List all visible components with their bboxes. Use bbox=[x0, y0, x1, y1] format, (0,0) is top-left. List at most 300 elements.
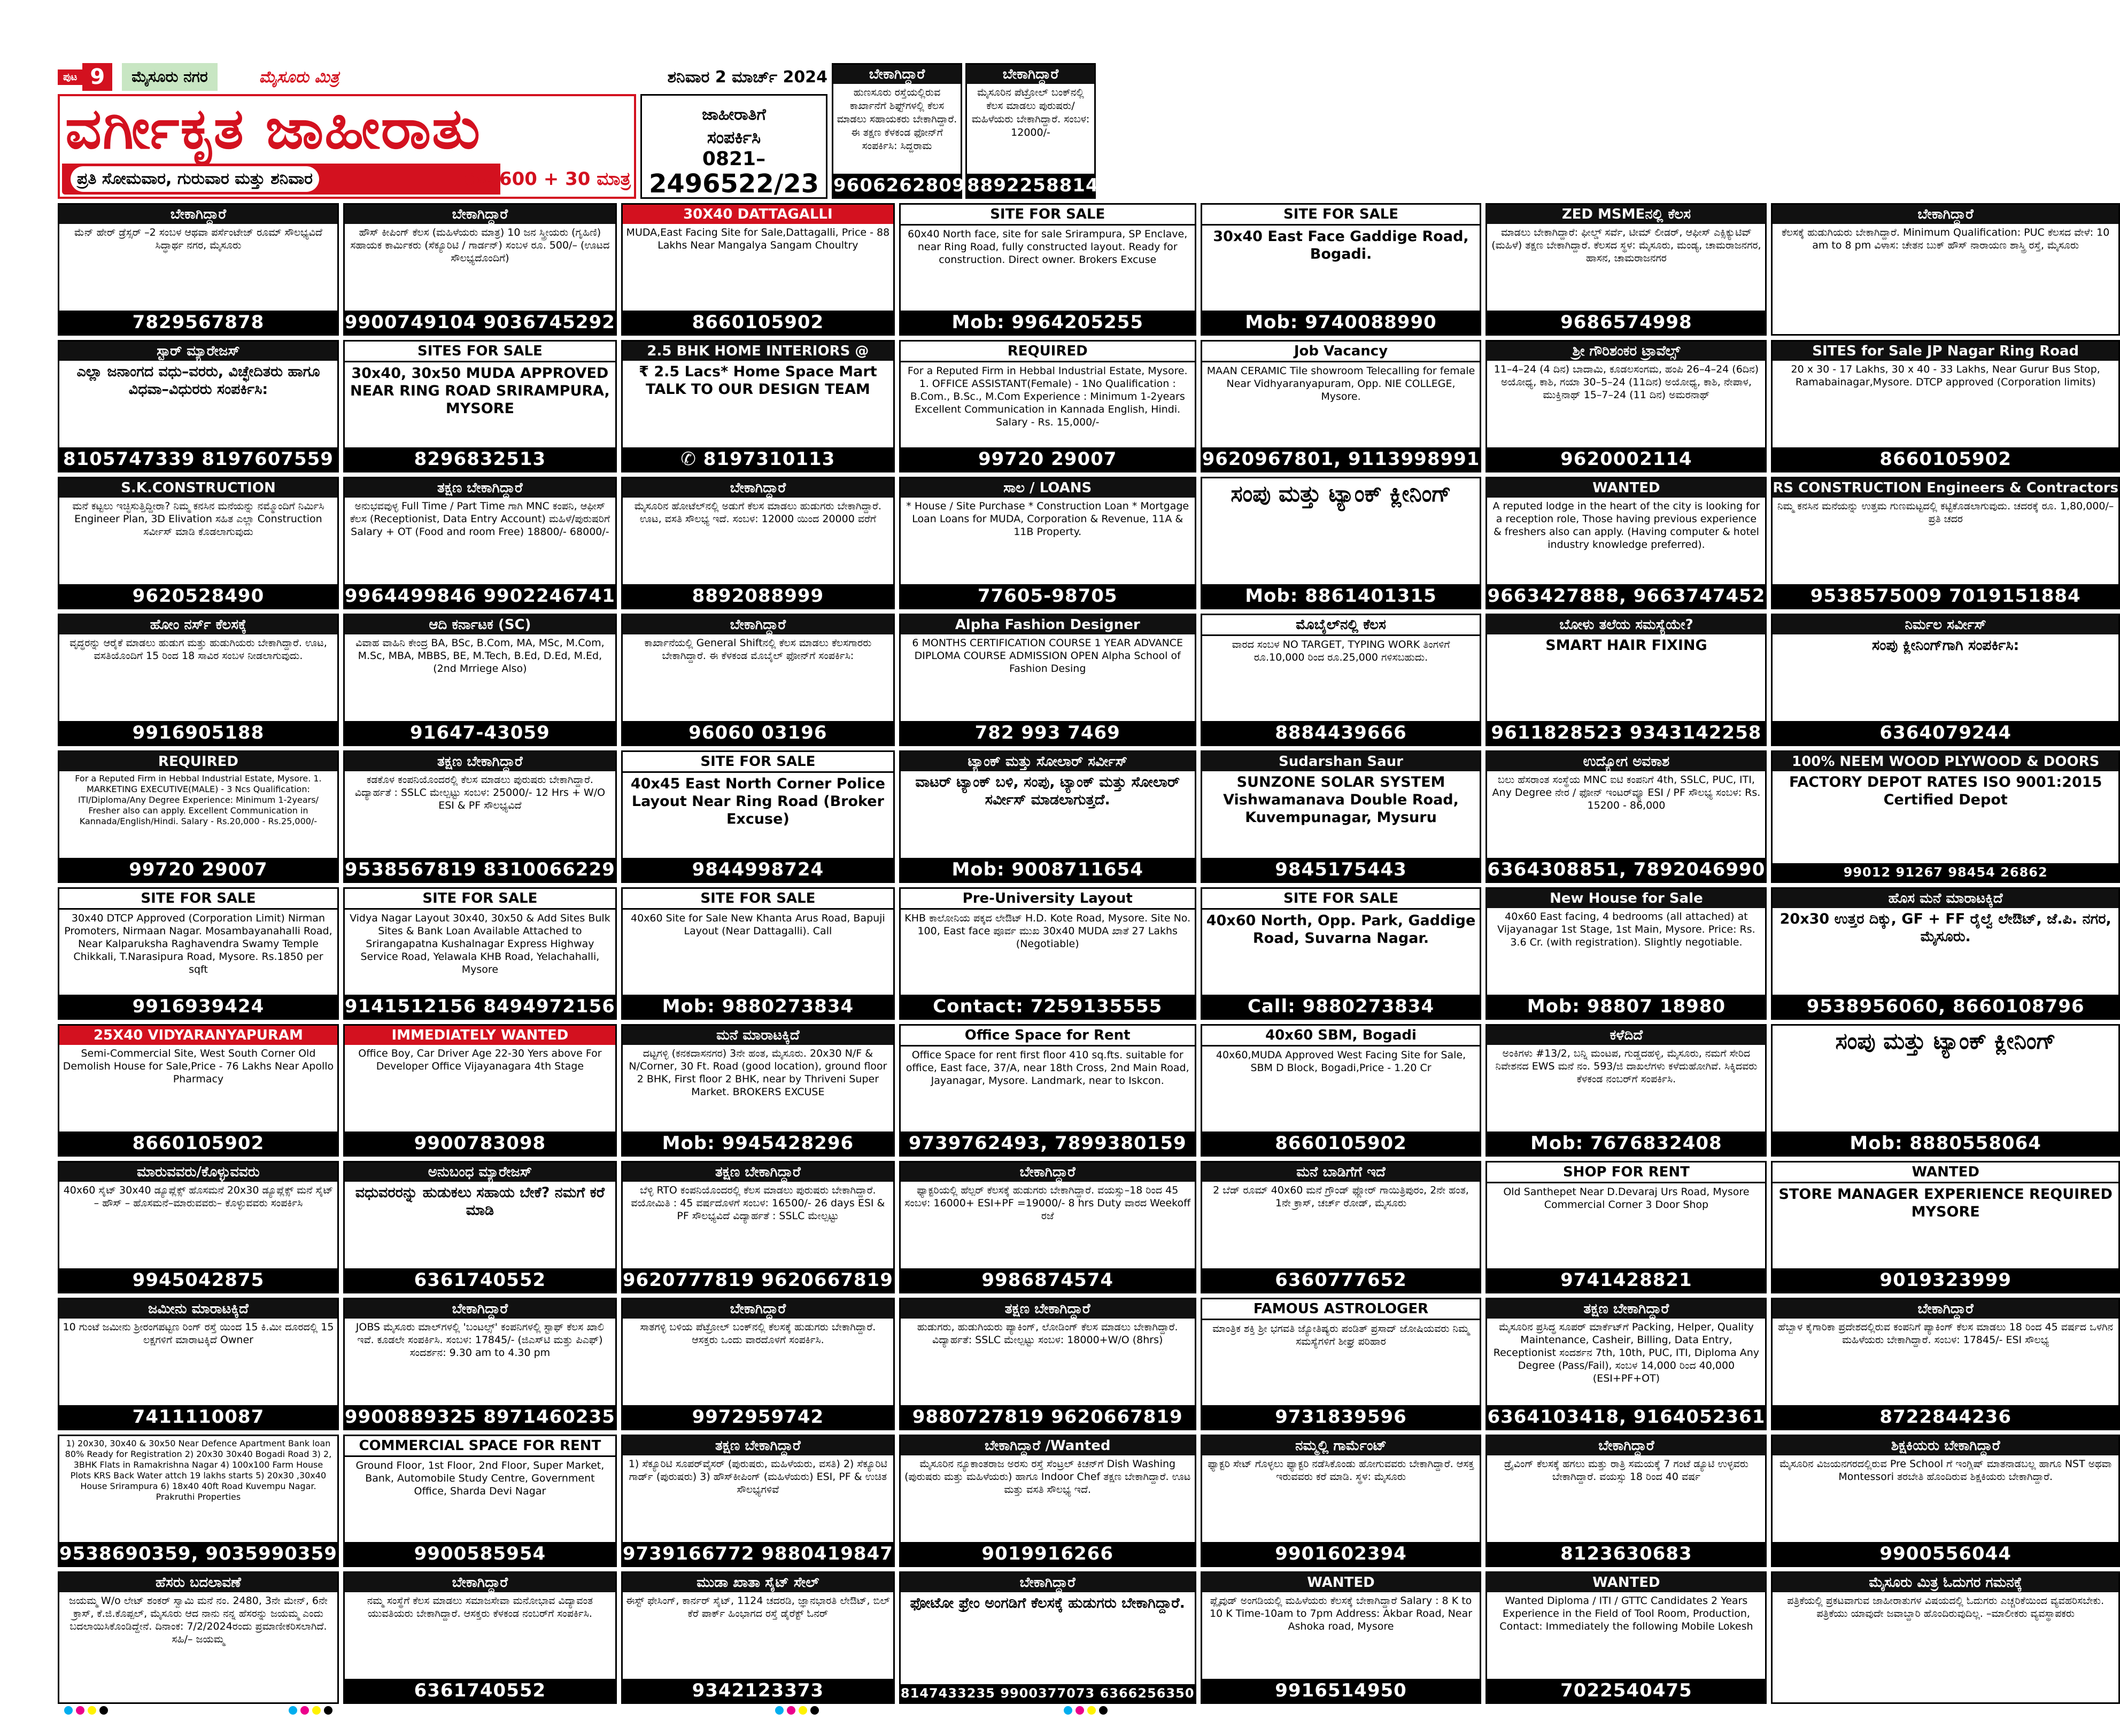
ad-phone: 9900749104 9036745292 bbox=[344, 312, 615, 333]
ad-heading: ಬೇಕಾಗಿದ್ದಾರೆ bbox=[1773, 1299, 2118, 1319]
print-registration-strip bbox=[64, 1704, 1088, 1717]
classified-ad bbox=[58, 750, 339, 883]
ad-phone: 8722844236 bbox=[1773, 1405, 2118, 1429]
ad-phone: 782 993 7469 bbox=[901, 721, 1195, 745]
classified-ad bbox=[343, 203, 617, 336]
classified-ad bbox=[621, 750, 895, 883]
classified-ad bbox=[1485, 887, 1767, 1020]
contact-phone: 2496522/23 bbox=[648, 169, 819, 199]
ad-phone: 6361740552 bbox=[345, 1679, 615, 1702]
ad-body: ಮೆನ್ ಹೇರ್ ಡ್ರೆಸ್ಸರ್ –2 ಸಂಬಳ ಆಥವಾ ಪರ್ಸೆಂಟೇಜ್ ರೂಮ್ ಸೌಲಭ್ಯವಿದೆ ಸಿದ್ಧಾರ್ಥ ನಗರ, ಮೈಸೂರು bbox=[74, 227, 322, 251]
ad-body: 30x40 East Face Gaddige Road, Bogadi. bbox=[1213, 228, 1469, 262]
ad-heading: Office Space for Rent bbox=[901, 1026, 1195, 1047]
ad-heading: ಸಾಲ / LOANS bbox=[901, 478, 1195, 498]
ad-body: ಎಲ್ಲಾ ಜನಾಂಗದ ವಧು–ವರರು, ವಿಚ್ಛೇದಿತರು ಹಾಗೂ ವಿಧವಾ–ವಿಧುರರು ಸಂಪರ್ಕಿಸಿ: bbox=[76, 363, 320, 398]
ad-phone: 96060 03196 bbox=[623, 721, 893, 745]
ad-phone: 9663427888, 9663747452 bbox=[1487, 585, 1766, 607]
classified-ad bbox=[1485, 1298, 1767, 1430]
ad-body: ಹೌಸ್ ಕೀಪಿಂಗ್ ಕೆಲಸ (ಮಹಿಳೆಯರು ಮಾತ್ರ) 10 ಜನ ಸ್ತ್ರೀಯರು (ಗೃಹಿಣಿ) ಸಹಾಯಕ ಕಾರ್ಮಿಕರು (ಸೆಕ್ಯೂರಿಟಿ / ಗಾರ್ಡನ್) ಸಂಬಳ ರೂ. 500/– (ಊಟದ ಸೌಲಭ್ಯದೊಂದಿಗೆ) bbox=[350, 227, 610, 264]
section-title-box bbox=[58, 94, 636, 199]
top-ad-2 bbox=[965, 63, 1099, 199]
classified-ad bbox=[899, 1571, 1196, 1704]
ad-phone: 9620528490 bbox=[59, 584, 337, 608]
contact-line-1: ಜಾಹೀರಾತಿಗೆ bbox=[702, 105, 766, 124]
classified-ad bbox=[58, 1571, 339, 1704]
ad-heading: ಸ್ಟಾರ್ ಮ್ಯಾರೇಜಸ್ bbox=[59, 342, 337, 361]
ad-heading: Job Vacancy bbox=[1202, 342, 1480, 362]
ad-phone: Mob: 98807 18980 bbox=[1487, 995, 1765, 1018]
ad-body: ಮೈಸೂರಿನ ಪೆಟ್ರೋಲ್ ಬಂಕ್‌ನಲ್ಲಿ ಕೆಲಸ ಮಾಡಲು ಪುರುಷರು/ಮಹಿಳೆಯರು ಬೇಕಾಗಿದ್ದಾರೆ. ಸಂಬಳ: 12000/- bbox=[971, 87, 1090, 138]
ad-phone: 9606262809 bbox=[833, 175, 965, 196]
classified-ad bbox=[1201, 1024, 1482, 1157]
ad-phone: 9986874574 bbox=[901, 1268, 1195, 1292]
classified-ad bbox=[899, 340, 1196, 472]
ad-phone: 9620777819 9620667819 bbox=[622, 1269, 893, 1291]
classified-ad bbox=[58, 340, 339, 472]
classified-ad bbox=[899, 1298, 1196, 1430]
classified-ad bbox=[899, 614, 1196, 746]
masthead: ಮೈಸೂರು ಮಿತ್ರ bbox=[259, 67, 339, 87]
ad-phone: 9686574998 bbox=[1487, 311, 1765, 334]
ad-heading: ತಕ್ಷಣ ಬೇಕಾಗಿದ್ದಾರೆ bbox=[901, 1299, 1195, 1319]
ad-body: ಸಂಪು ಕ್ಲೀನಿಂಗ್‌ಗಾಗಿ ಸಂಪರ್ಕಿಸಿ: bbox=[1872, 637, 2020, 654]
ad-heading: Pre-University Layout bbox=[901, 889, 1195, 910]
ad-heading: ಬೇಕಾಗಿದ್ದಾರೆ bbox=[623, 478, 893, 498]
ad-phone: 9900889325 8971460235 bbox=[344, 1406, 615, 1428]
classified-ad bbox=[1771, 1571, 2120, 1704]
ad-heading: ಬೇಕಾಗಿದ್ದಾರೆ bbox=[345, 1573, 615, 1592]
ad-heading: ಹೋಂ ನರ್ಸ್ ಕೆಲಸಕ್ಕೆ bbox=[59, 615, 337, 634]
ad-body: ಮೈಸೂರಿನ ಪ್ರಸಿದ್ಧ ಸೂಪರ್ ಮಾರ್ಕೆಟ್‌ಗೆ Packing, Helper, Quality Maintenance, Casheir, Billing, Data Entry, Receptionist ಸಂದರ್ಶನ 7th, 10th, PUC, ITI, Diploma Any Degree (Pass/Fail), ಸಂಬಳ 14,000 ರಿಂದ 40,000 (ESI+PF+OT) bbox=[1493, 1321, 1760, 1384]
classified-ad bbox=[621, 614, 895, 746]
classified-ad bbox=[621, 477, 895, 609]
classified-ad bbox=[343, 340, 617, 472]
ad-phone: 9739762493, 7899380159 bbox=[901, 1132, 1195, 1155]
registration-dot bbox=[64, 1706, 73, 1715]
ad-phone: 9900556044 bbox=[1773, 1542, 2118, 1565]
ad-phone: 8105747339 8197607559 bbox=[59, 447, 337, 471]
page-label: ಪುಟ bbox=[58, 69, 82, 85]
ad-heading: SITE FOR SALE bbox=[623, 752, 893, 773]
ad-body: ಜಯಮ್ಮ W/o ಲೇಟ್ ಶಂಕರ್ ಸ್ವಾಮಿ ಮನೆ ನಂ. 2480, 3ನೇ ಮೇನ್, 6ನೇ ಕ್ರಾಸ್, ಕೆ.ಜಿ.ಕೊಪ್ಪಲ್, ಮೈಸೂರು ಆದ ನಾನು ನನ್ನ ಹೆಸರನ್ನು ಜಯಮ್ಮ ಎಂದು ಬದಲಾಯಿಸಿಕೊಂಡಿದ್ದೇನೆ. ದಿನಾಂಕ: 7/2/2024ರಂದು ಪ್ರಮಾಣೀಕರಿಸಲಾಗಿದೆ. ಸಹಿ/– ಜಯಮ್ಮ bbox=[69, 1595, 328, 1645]
classified-ad bbox=[1201, 1161, 1482, 1293]
registration-dot bbox=[787, 1706, 795, 1715]
classified-ad bbox=[621, 887, 895, 1020]
ad-body: 30x40 DTCP Approved (Corporation Limit) Nirman Promoters, Nirmaan Nagar. Mosambayanahalli Road, Near Kalparuksha Raghavendra Swamy Temple Chikkali, T.Narasipura Road, Mysore. Rs.1850 per sqft bbox=[64, 912, 332, 975]
classified-ad bbox=[1201, 887, 1482, 1020]
ad-phone: 9538690359, 9035990359 bbox=[59, 1543, 337, 1564]
ad-body: MUDA,East Facing Site for Sale,Dattagalli, Price - 88 Lakhs Near Mangalya Sangam Choultry bbox=[626, 227, 890, 251]
classified-ad bbox=[899, 1435, 1196, 1567]
classified-ad bbox=[1201, 614, 1482, 746]
ad-heading: ಬೇಕಾಗಿದ್ದಾರೆ bbox=[967, 65, 1094, 84]
ad-heading: ನಮ್ಮಲ್ಲಿ ಗಾರ್ಮೆಂಟ್ bbox=[1202, 1436, 1480, 1455]
registration-dot bbox=[1099, 1706, 1108, 1715]
classified-ad bbox=[58, 1435, 339, 1567]
registration-dot bbox=[76, 1706, 84, 1715]
classified-ad bbox=[58, 477, 339, 609]
ad-heading: WANTED bbox=[1487, 1573, 1765, 1592]
ad-body: SMART HAIR FIXING bbox=[1545, 637, 1707, 654]
ad-heading: ಬೇಕಾಗಿದ್ದಾರೆ bbox=[901, 1573, 1195, 1592]
ad-heading: ಬೇಕಾಗಿದ್ದಾರೆ bbox=[59, 205, 337, 224]
ad-body: ಹುಣಸೂರು ರಸ್ತೆಯಲ್ಲಿರುವ ಕಾರ್ಖಾನೆಗೆ ಶಿಫ್ಟ್‌ಗಳಲ್ಲಿ ಕೆಲಸ ಮಾಡಲು ಸಹಾಯಕರು ಬೇಕಾಗಿದ್ದಾರೆ. ಈ ತಕ್ಷಣ ಕೆಳಕಂಡ ಫೋನ್‌ಗೆ ಸಂಪರ್ಕಿಸಿ: ಸಿದ್ದರಾಮ bbox=[837, 87, 957, 152]
ad-heading: ಮುಡಾ ಖಾತಾ ಸೈಟ್ ಸೇಲ್ bbox=[623, 1573, 893, 1592]
ad-heading: COMMERCIAL SPACE FOR RENT bbox=[345, 1436, 615, 1457]
ad-body: ಪತ್ರಿಕೆಯಲ್ಲಿ ಪ್ರಕಟವಾಗುವ ಜಾಹೀರಾತುಗಳ ವಿಷಯದಲ್ಲಿ ಓದುಗರು ಎಚ್ಚರಿಕೆಯಿಂದ ವ್ಯವಹರಿಸಬೇಕು. ಪತ್ರಿಕೆಯು ಯಾವುದೇ ಜವಾಬ್ದಾರಿ ಹೊಂದಿರುವುದಿಲ್ಲ. –ಮಾಲೀಕರು ವ್ಯವಸ್ಥಾಪಕರು bbox=[1787, 1595, 2104, 1619]
ad-body: For a Reputed Firm in Hebbal Industrial Estate, Mysore. 1. MARKETING EXECUTIVE(MALE) - 3 Ncs Qualification: ITI/Diploma/Any Degree Experience: Minimum 1-2years/ Fresher also can apply. Excellent Communication in Kannada/English/Hindi. Salary - Rs.20,000 - Rs.25,000/- bbox=[75, 773, 322, 826]
classified-ad bbox=[1201, 340, 1482, 472]
ad-body: 1) ಸೆಕ್ಯೂರಿಟಿ ಸೂಪರ್‌ವೈಸರ್ (ಪುರುಷರು, ಮಹಿಳೆಯರು, ವಸತಿ) 2) ಸೆಕ್ಯೂರಿಟಿ ಗಾರ್ಡ್ (ಪುರುಷರು) 3) ಹೌಸ್‌ಕೀಪಿಂಗ್ (ಮಹಿಳೆಯರು) ESI, PF & ಉಚಿತ ಸೌಲಭ್ಯಗಳಿವೆ bbox=[628, 1458, 887, 1495]
ad-heading: ಮನೆ ಮಾರಾಟಕ್ಕಿದೆ bbox=[623, 1026, 893, 1045]
classified-ad bbox=[58, 203, 339, 336]
ad-phone: 9620002114 bbox=[1487, 447, 1765, 471]
ad-body: ಮೈಸೂರಿನ ನ್ಯೂಕಾಂತರಾಜ ಅರಸು ರಸ್ತೆ ಸೆಂಟ್ರಲ್ ಕಿಚನ್‌ಗೆ Dish Washing (ಪುರುಷರು ಮತ್ತು ಮಹಿಳೆಯರು) ಹಾಗೂ Indoor Chef ತಕ್ಷಣ ಬೇಕಾಗಿದ್ದಾರೆ. ಊಟ ಮತ್ತು ವಸತಿ ಸೌಲಭ್ಯ ಇದೆ. bbox=[904, 1458, 1191, 1495]
classified-ad bbox=[343, 1298, 617, 1430]
ad-phone: 9342123373 bbox=[623, 1679, 893, 1702]
ad-phone: Mob: 7676832408 bbox=[1487, 1132, 1765, 1155]
ad-body: 20 x 30 - 17 Lakhs, 30 x 40 - 33 Lakhs, Near Gurur Bus Stop, Ramabainagar,Mysore. DTCP approved (Corporation limits) bbox=[1791, 363, 2100, 388]
ad-body: ಅನುಭವವುಳ್ಳ Full Time / Part Time ಗಾಗಿ MNC ಕಂಪನಿ, ಆಫೀಸ್ ಕೆಲಸ (Receptionist, Data Entry Account) ಮಹಿಳೆ/ಪುರುಷರಿಗೆ Salary + OT (Food and room Free) 18800/- 68000/- bbox=[350, 500, 610, 538]
registration-dot bbox=[1076, 1706, 1084, 1715]
ad-body: Wanted Diploma / ITI / GTTC Candidates 2 Years Experience in the Field of Tool Room, Production, Contact: Immediately the following Mobile Lokesh bbox=[1499, 1595, 1753, 1632]
registration-dot bbox=[799, 1706, 807, 1715]
ad-phone: 9620967801, 9113998991 bbox=[1202, 448, 1480, 470]
ad-heading: ತಕ್ಷಣ ಬೇಕಾಗಿದ್ದಾರೆ bbox=[623, 1162, 893, 1182]
ad-phone: Mob: 8880558064 bbox=[1773, 1132, 2118, 1155]
ad-heading: ಬೇಕಾಗಿದ್ದಾರೆ bbox=[623, 615, 893, 634]
ad-phone: 6361740552 bbox=[345, 1268, 615, 1292]
ad-body: 20x30 ಉತ್ತರ ದಿಕ್ಕು, GF + FF ರೈಲ್ವೆ ಲೇಔಟ್, ಜೆ.ಪಿ. ನಗರ, ಮೈಸೂರು. bbox=[1779, 911, 2111, 945]
ad-heading: ಬೇಕಾಗಿದ್ದಾರೆ bbox=[345, 205, 615, 224]
ad-phone: 9900783098 bbox=[345, 1132, 615, 1155]
ad-phone: 9019323999 bbox=[1773, 1268, 2118, 1292]
ad-body: ಫೋಟೋ ಫ್ರೇಂ ಅಂಗಡಿಗೆ ಕೆಲಸಕ್ಕೆ ಹುಡುಗರು ಬೇಕಾಗಿದ್ದಾರೆ. bbox=[910, 1595, 1185, 1611]
ad-heading: SHOP FOR RENT bbox=[1487, 1162, 1765, 1183]
ad-phone: 9880727819 9620667819 bbox=[901, 1405, 1195, 1429]
ad-heading: 100% NEEM WOOD PLYWOOD & DOORS bbox=[1773, 752, 2118, 771]
classified-ad bbox=[1485, 203, 1767, 336]
ad-body: ಕಡಕೊಳ ಕಂಪನಿಯೊಂದರಲ್ಲಿ ಕೆಲಸ ಮಾಡಲು ಪುರುಷರು ಬೇಕಾಗಿದ್ದಾರೆ. ವಿದ್ಯಾರ್ಹತೆ : SSLC ಮೇಲ್ಪಟ್ಟು ಸಂಬಳ: 25000/- 12 Hrs + W/O ESI & PF ಸೌಲಭ್ಯವಿದೆ bbox=[354, 774, 606, 811]
registration-dot bbox=[312, 1706, 321, 1715]
ad-heading: ತಕ್ಷಣ ಬೇಕಾಗಿದ್ದಾರೆ bbox=[345, 752, 615, 771]
ad-phone: 99720 29007 bbox=[59, 858, 337, 881]
registration-dot bbox=[99, 1706, 108, 1715]
registration-dot bbox=[289, 1706, 297, 1715]
ad-contact-box bbox=[640, 94, 827, 199]
ad-phone: 6360777652 bbox=[1202, 1268, 1480, 1292]
ad-heading: SITES for Sale JP Nagar Ring Road bbox=[1773, 342, 2118, 361]
ad-phone: 9141512156 8494972156 bbox=[344, 996, 615, 1017]
ad-body: Vidya Nagar Layout 30x40, 30x50 & Add Sites Bulk Sites & Bank Loan Available Attached to Srirangapatna Kushalnagar Express Highway Service Road, Yelawala KHB Road, Yelachahalli, Mysore bbox=[350, 912, 610, 975]
ad-phone: 9611828523 9343142258 bbox=[1487, 721, 1765, 745]
ad-heading: ZED MSMEನಲ್ಲಿ ಕೆಲಸ bbox=[1487, 205, 1765, 224]
page-header-bar bbox=[58, 63, 827, 91]
ad-body: ಹೆಬ್ಬಾಳ ಕೈಗಾರಿಕಾ ಪ್ರದೇಶದಲ್ಲಿರುವ ಕಂಪನಿಗೆ ಪ್ಯಾಕಿಂಗ್ ಕೆಲಸ ಮಾಡಲು 18 ರಿಂದ 45 ವರ್ಷದ ಒಳಗಿನ ಮಹಿಳೆಯರು ಬೇಕಾಗಿದ್ದಾರೆ. ಸಂಬಳ: 17845/- ESI ಸೌಲಭ್ಯ bbox=[1778, 1321, 2114, 1346]
ad-body: ಡ್ರೈವಿಂಗ್ ಕೆಲಸಕ್ಕೆ ಹಗಲು ಮತ್ತು ರಾತ್ರಿ ಸಮಯಕ್ಕೆ 7 ಗಂಟೆ ಡ್ಯೂಟಿ ಉಳ್ಳವರು ಬೇಕಾಗಿದ್ದಾರೆ. ವಯಸ್ಸು 18 ರಿಂದ 40 ವರ್ಷ bbox=[1504, 1458, 1748, 1483]
ad-body: * House / Site Purchase * Construction Loan * Mortgage Loan Loans for MUDA, Corporation & Revenue, 11A & 11B Property. bbox=[906, 500, 1189, 538]
classified-ad bbox=[1771, 750, 2120, 883]
ad-body: ವೃದ್ಧರನ್ನು ಆರೈಕೆ ಮಾಡಲು ಹುಡುಗ ಮತ್ತು ಹುಡುಗಿಯರು ಬೇಕಾಗಿದ್ದಾರೆ. ಊಟ, ವಸತಿಯೊಂದಿಗೆ 15 ರಿಂದ 18 ಸಾವಿರ ಸಂಬಳ ನೀಡಲಾಗುವುದು. bbox=[69, 637, 327, 662]
ad-heading: SITE FOR SALE bbox=[901, 205, 1195, 226]
ad-body: ಅಂಕಿಗಳು #13/2, ಬನ್ನಿ ಮಂಟಪ, ಗುಡ್ಡದಹಳ್ಳಿ, ಮೈಸೂರು, ನಮಗೆ ಸೇರಿದ ನಿವೇಶನದ EWS ಮನೆ ನಂ. 593/ಜಿ ದಾಖಲೆಗಳು ಕಳೆದುಹೋಗಿವೆ. ಸಿಕ್ಕಿದವರು ಕೆಳಕಂಡ ನಂಬರ್‌ಗೆ ಸಂಪರ್ಕಿಸಿ. bbox=[1495, 1048, 1758, 1085]
ad-phone: 99720 29007 bbox=[901, 447, 1195, 471]
ad-body: For a Reputed Firm in Hebbal Industrial Estate, Mysore. 1. OFFICE ASSISTANT(Female) - 1No Qualification : B.Com., B.Sc., M.Com Experience : Minimum 1-2years Excellent Communication in Kannada English, Hindi. Salary - Rs. 15,000/- bbox=[907, 365, 1188, 428]
ad-heading: RS CONSTRUCTION Engineers & Contractors bbox=[1773, 478, 2118, 498]
classified-ad bbox=[621, 1571, 895, 1704]
classified-ad bbox=[58, 1024, 339, 1157]
ad-heading: ನಿರ್ಮಲ ಸರ್ವೀಸ್ bbox=[1773, 615, 2118, 634]
page-number: 9 bbox=[82, 63, 112, 91]
ad-heading: SITE FOR SALE bbox=[1202, 889, 1480, 910]
registration-dot bbox=[810, 1706, 819, 1715]
classified-ad bbox=[1771, 1435, 2120, 1567]
classified-ad bbox=[343, 750, 617, 883]
ad-heading: ಅನುಬಂಧ ಮ್ಯಾರೇಜಸ್ bbox=[345, 1162, 615, 1182]
ad-body: ಹುಡುಗರು, ಹುಡುಗಿಯರು ಪ್ಯಾಕಿಂಗ್, ಲೋಡಿಂಗ್ ಕೆಲಸ ಮಾಡಲು ಬೇಕಾಗಿದ್ದಾರೆ. ವಿದ್ಯಾರ್ಹತೆ: SSLC ಮೇಲ್ಪಟ್ಟು ಸಂಬಳ: 18000+W/O (8hrs) bbox=[917, 1321, 1178, 1346]
ad-heading: ಬೇಕಾಗಿದ್ದಾರೆ bbox=[345, 1299, 615, 1319]
ad-phone: 6364103418, 9164052361 bbox=[1487, 1406, 1766, 1428]
ad-body: ಬೆಳ್ಳಿ RTO ಕಂಪನಿಯೊಂದರಲ್ಲಿ ಕೆಲಸ ಮಾಡಲು ಪುರುಷರು ಬೇಕಾಗಿದ್ದಾರೆ. ವಯೋಮಿತಿ : 45 ವರ್ಷದೊಳಗೆ ಸಂಬಳ: 16500/- 26 days ESI & PF ಸೌಲಭ್ಯವಿದೆ ವಿದ್ಯಾರ್ಹತೆ : SSLC ಮೇಲ್ಪಟ್ಟು bbox=[631, 1184, 885, 1222]
ad-body: ನಮ್ಮ ಸಂಸ್ಥೆಗೆ ಕೆಲಸ ಮಾಡಲು ಸಮಾಜಸೇವಾ ಮನೋಭಾವ ವಿದ್ಯಾವಂತ ಯುವತಿಯರು ಬೇಕಾಗಿದ್ದಾರೆ. ಆಸಕ್ತರು ಕೆಳಕಂಡ ನಂಬರ್‌ಗೆ ಸಂಪರ್ಕಿಸಿ. bbox=[367, 1595, 593, 1619]
ad-phone: 8660105902 bbox=[1202, 1132, 1480, 1155]
classified-ad bbox=[1771, 340, 2120, 472]
ad-heading: WANTED bbox=[1773, 1162, 2118, 1183]
ad-phone: 8296832513 bbox=[345, 447, 615, 471]
classified-ad bbox=[1485, 477, 1767, 609]
ad-body: A reputed lodge in the heart of the city is looking for a reception role, Those having previous experience & freshers also can apply. (Having computer & hotel industry knowledge preferred). bbox=[1492, 500, 1760, 551]
ad-body: ಮೈಸೂರಿನ ಹೋಟೆಲ್‌ನಲ್ಲಿ ಅಡುಗೆ ಕೆಲಸ ಮಾಡಲು ಹುಡುಗರು ಬೇಕಾಗಿದ್ದಾರೆ. ಊಟ, ವಸತಿ ಸೌಲಭ್ಯ ಇದೆ. ಸಂಬಳ: 12000 ಯಿಂದ 20000 ವರೆಗೆ bbox=[634, 500, 881, 525]
classified-ad bbox=[1201, 1298, 1482, 1430]
ad-heading: S.K.CONSTRUCTION bbox=[59, 478, 337, 498]
ad-heading: 30X40 DATTAGALLI bbox=[623, 205, 893, 224]
ad-body: KHB ಕಾಲೋನಿಯ ಪಕ್ಕದ ಲೇಔಟ್ H.D. Kote Road, Mysore. Site No. 100, East face ಪೂರ್ವ ಮುಖ 30x40 MUDA ಖಾತೆ 27 Lakhs (Negotiable) bbox=[904, 912, 1191, 950]
ad-body: ಸಾತಗಳ್ಳಿ ಬಳಿಯ ಪೆಟ್ರೋಲ್ ಬಂಕ್‌ನಲ್ಲಿ ಕೆಲಸಕ್ಕೆ ಹುಡುಗರು ಬೇಕಾಗಿದ್ದಾರೆ. ಆಸಕ್ತರು ಒಂದು ವಾರದೊಳಗೆ ಸಂಪರ್ಕಿಸಿ. bbox=[640, 1321, 876, 1346]
ad-body: MAAN CERAMIC Tile showroom Telecalling for female Near Vidhyaranyapuram, Opp. NIE COLLEGE, Mysore. bbox=[1206, 365, 1475, 402]
ad-body: ದಟ್ಟಗಳ್ಳಿ (ಕನಕದಾಸನಗರ) 3ನೇ ಹಂತ, ಮೈಸೂರು. 20x30 N/F & N/Corner, 30 Ft. Road (good location), ground floor 2 BHK, First floor 2 BHK, near by Thriveni Super Market. BROKERS EXCUSE bbox=[629, 1048, 887, 1098]
classified-ad bbox=[899, 1024, 1196, 1157]
ad-heading: ಶಿಕ್ಷಕಿಯರು ಬೇಕಾಗಿದ್ದಾರೆ bbox=[1773, 1436, 2118, 1455]
ad-phone: ✆ 8197310113 bbox=[623, 447, 893, 471]
registration-dot bbox=[775, 1706, 784, 1715]
ad-heading: ತಕ್ಷಣ ಬೇಕಾಗಿದ್ದಾರೆ bbox=[1487, 1299, 1765, 1319]
ad-phone: Contact: 7259135555 bbox=[901, 995, 1195, 1018]
ad-phone: 8892258814 bbox=[967, 175, 1099, 196]
classified-ad bbox=[621, 1435, 895, 1567]
ad-heading: ಬೇಕಾಗಿದ್ದಾರೆ /Wanted bbox=[901, 1436, 1195, 1455]
ad-heading: ಬೋಳು ತಲೆಯ ಸಮಸ್ಯೆಯೇ? bbox=[1487, 615, 1765, 634]
classified-ad bbox=[58, 1161, 339, 1293]
ad-heading: 25X40 VIDYARANYAPURAM bbox=[59, 1026, 337, 1045]
classified-ad bbox=[1201, 1435, 1482, 1567]
registration-dot bbox=[88, 1706, 96, 1715]
ad-phone: 9845175443 bbox=[1202, 858, 1480, 881]
classified-ad bbox=[1771, 1024, 2120, 1157]
classified-ad bbox=[343, 1024, 617, 1157]
ad-phone: 8660105902 bbox=[59, 1132, 337, 1155]
classified-ad bbox=[343, 1571, 617, 1704]
ad-phone: Mob: 8861401315 bbox=[1202, 584, 1480, 608]
classified-ad bbox=[621, 1024, 895, 1157]
ad-heading: ಬೇಕಾಗಿದ್ದಾರೆ bbox=[623, 1299, 893, 1319]
ad-heading: SITE FOR SALE bbox=[1202, 205, 1480, 226]
ad-body: ಮನೆ ಕಟ್ಟಲು ಇಚ್ಛಿಸುತ್ತಿದ್ದೀರಾ? ನಿಮ್ಮ ಕನಸಿನ ಮನೆಯನ್ನು ನಮ್ಮೊಂದಿಗೆ ನಿರ್ಮಿಸಿ Engineer Plan, 3D Elivation ಸಹಿತ ಎಲ್ಲಾ Construction ಸರ್ವೀಸ್ ಮಾಡಿ ಕೊಡಲಾಗುವುದು bbox=[72, 500, 324, 538]
classified-ad bbox=[1485, 1024, 1767, 1157]
ad-heading: WANTED bbox=[1487, 478, 1765, 498]
classified-ad bbox=[1771, 477, 2120, 609]
ad-phone: Call: 9880273834 bbox=[1202, 995, 1480, 1018]
ad-phone: 6364079244 bbox=[1773, 721, 2118, 745]
ad-phone: 9844998724 bbox=[623, 858, 893, 881]
ad-phone: 7022540475 bbox=[1487, 1679, 1765, 1702]
ad-body: ಈಸ್ಟ್ ಫೇಸಿಂಗ್, ಕಾರ್ನರ್ ಸೈಟ್, 1124 ಚದರಡಿ, ಜ್ಞಾನಭಾರತಿ ಲೇಔಟ್, ಬಿಲ್ ಕೆರೆ ಪಾರ್ಕ್ ಹಿಂಭಾಗದ ರಸ್ತೆ ಡೈರೆಕ್ಟ್ ಓನರ್ bbox=[625, 1595, 890, 1619]
classified-ad bbox=[621, 203, 895, 336]
ad-body: 30x40, 30x50 MUDA APPROVED NEAR RING ROAD SRIRAMPURA, MYSORE bbox=[350, 365, 610, 417]
ad-body: ಸಂಪು ಮತ್ತು ಟ್ಯಾಂಕ್ ಕ್ಲೀನಿಂಗ್ bbox=[1835, 1028, 2056, 1054]
ad-phone: 77605-98705 bbox=[901, 584, 1195, 608]
ad-heading: New House for Sale bbox=[1487, 889, 1765, 908]
ad-phone: 8147433235 9900377073 6366256350 bbox=[901, 1684, 1195, 1702]
ad-heading: REQUIRED bbox=[59, 752, 337, 771]
ad-phone: 99012 91267 98454 26862 bbox=[1773, 863, 2118, 881]
ad-phone: 9916514950 bbox=[1202, 1679, 1480, 1702]
ad-body: JOBS ಮೈಸೂರು ಮಾಲ್‌ಗಳಲ್ಲಿ 'ಬಂಟಲ್ಸ್' ಕಂಪನಿಗಳಲ್ಲಿ ಸ್ಟಾಫ್ ಕೆಲಸ ಖಾಲಿ ಇವೆ. ಕೂಡಲೇ ಸಂಪರ್ಕಿಸಿ. ಸಂಬಳ: 17845/- (ಜಿಎಸ್‌ಟಿ ಮತ್ತು ಪಿಎಫ್) ಸಂದರ್ಶನ: 9.30 am to 4.30 pm bbox=[355, 1321, 605, 1359]
ad-body: ವಾಟರ್ ಟ್ಯಾಂಕ್ ಬಳಿ, ಸಂಪು, ಟ್ಯಾಂಕ್ ಮತ್ತು ಸೋಲಾರ್ ಸರ್ವೀಸ್ ಮಾಡಲಾಗುತ್ತದೆ. bbox=[915, 774, 1180, 808]
ad-body: 11–4–24 (4 ದಿನ) ಬಾದಾಮಿ, ಕೂಡಲಸಂಗಮ, ಹಂಪಿ 26–4–24 (6ದಿನ) ಅಯೋಧ್ಯ, ಕಾಶಿ, ಗಯಾ 30–5–24 (11ದಿನ) ಅಯೋಧ್ಯ, ಕಾಶಿ, ನೇಪಾಳ, ಮುಕ್ತಿನಾಥ್ 15–7–24 (11 ದಿನ) ಅಮರನಾಥ್ bbox=[1494, 363, 1759, 401]
ad-phone: 9901602394 bbox=[1202, 1542, 1480, 1565]
ad-phone: Mob: 9964205255 bbox=[901, 311, 1195, 334]
ad-heading: Sudarshan Saur bbox=[1202, 752, 1480, 771]
ad-phone: 9964499846 9902246741 bbox=[344, 585, 615, 607]
classified-ad bbox=[343, 1435, 617, 1567]
publishing-days: ಪ್ರತಿ ಸೋಮವಾರ, ಗುರುವಾರ ಮತ್ತು ಶನಿವಾರ bbox=[62, 164, 500, 195]
ad-body: ಮಾಡಲು ಬೇಕಾಗಿದ್ದಾರೆ: ಫೀಲ್ಡ್ ಸರ್ವೆ, ಟೀಮ್ ಲೀಡರ್, ಆಫೀಸ್ ಎಕ್ಸಿಕ್ಯುಟಿವ್ (ಮಹಿಳೆ) ತಕ್ಷಣ ಬೇಕಾಗಿದ್ದಾರೆ. ಕೆಲಸದ ಸ್ಥಳ: ಮೈಸೂರು, ಮಂಡ್ಯ, ಚಾಮರಾಜನಗರ, ಹಾಸನ, ಚಾಮರಾಜನಗರ bbox=[1491, 227, 1761, 264]
ad-heading: ಉದ್ಯೋಗ ಅವಕಾಶ bbox=[1487, 752, 1765, 771]
ad-phone: 8892088999 bbox=[623, 584, 893, 608]
ad-body: ಫ್ಯಾಕ್ಟರಿ ಸೇಟ್ ಗೊಳ್ಳಲು ಫ್ಯಾಕ್ಟರಿ ನಡೆಸಿಕೊಂಡು ಹೋಗುವವರು ಬೇಕಾಗಿದ್ದಾರೆ. ಆಸಕ್ತ ಇರುವವರು ಕರೆ ಮಾಡಿ. ಸ್ಥಳ: ಮೈಸೂರು bbox=[1208, 1458, 1474, 1483]
classifieds-page bbox=[58, 63, 2119, 1701]
classified-ad bbox=[58, 614, 339, 746]
ad-body: ವಿವಾಹ ವಾಹಿನಿ ಕೇಂದ್ರ BA, BSc, B.Com, MA, MSc, M.Com, M.Sc, MBA, MBBS, BE, M.Tech, B.Ed, D.Ed, M.Ed, (2nd Mrriege Also) bbox=[355, 637, 605, 675]
ad-body: 2 ಬೆಡ್ ರೂಮ್ 40x60 ಮನೆ ಗ್ರೌಂಡ್ ಫ್ಲೋರ್ ಗಾಯಿತ್ರಿಪುರಂ, 2ನೇ ಹಂತ, 1ನೇ ಕ್ರಾಸ್, ಚರ್ಚ್ ರೋಡ್, ಮೈಸೂರು bbox=[1213, 1184, 1469, 1209]
ad-heading: WANTED bbox=[1202, 1573, 1480, 1592]
ad-body: SUNZONE SOLAR SYSTEM Vishwamanava Double Road, Kuvempunagar, Mysuru bbox=[1223, 774, 1459, 826]
classified-ad bbox=[1771, 1161, 2120, 1293]
ad-phone: 9731839596 bbox=[1202, 1405, 1480, 1429]
ad-phone: 9972959742 bbox=[623, 1405, 893, 1429]
classified-ad bbox=[621, 1298, 895, 1430]
registration-dot bbox=[300, 1706, 309, 1715]
ad-body: 40x60 East facing, 4 bedrooms (all attached) at Vijayanagar 1st Stage, 1st Main, Mysore. Price: Rs. 3.6 Cr. (with registration). Slightly negotiable. bbox=[1497, 911, 1755, 948]
ad-phone: Mob: 9945428296 bbox=[623, 1132, 893, 1155]
registration-dot bbox=[1064, 1706, 1072, 1715]
classified-ad bbox=[1485, 340, 1767, 472]
classified-ad bbox=[621, 340, 895, 472]
classified-ad bbox=[899, 203, 1196, 336]
ad-body: 6 MONTHS CERTIFICATION COURSE 1 YEAR ADVANCE DIPLOMA COURSE ADMISSION OPEN Alpha School of Fashion Desing bbox=[912, 637, 1183, 675]
ad-phone: 9739166772 9880419847 bbox=[622, 1543, 893, 1564]
ad-phone: 9538956060, 8660108796 bbox=[1773, 995, 2118, 1018]
ad-heading: FAMOUS ASTROLOGER bbox=[1202, 1299, 1480, 1320]
ad-body: 10 ಗುಂಟೆ ಜಮೀನು ಶ್ರೀರಂಗಪಟ್ಟಣ ರಿಂಗ್ ರಸ್ತೆ ಯಿಂದ 15 ಕಿ.ಮೀ ದೂರದಲ್ಲಿ 15 ಲಕ್ಷಗಳಿಗೆ ಮಾರಾಟಕ್ಕಿದೆ Owner bbox=[63, 1321, 334, 1346]
ad-body: 40x60 North, Opp. Park, Gaddige Road, Suvarna Nagar. bbox=[1206, 912, 1476, 947]
section-title: ವರ್ಗೀಕೃತ ಜಾಹೀರಾತು bbox=[65, 95, 482, 161]
classified-ad bbox=[1771, 1298, 2120, 1430]
ad-heading: ಹೆಸರು ಬದಲಾವಣೆ bbox=[59, 1573, 337, 1592]
ad-body: ಸಂಪು ಮತ್ತು ಟ್ಯಾಂಕ್ ಕ್ಲೀನಿಂಗ್ bbox=[1231, 480, 1451, 507]
classified-ad bbox=[1771, 887, 2120, 1020]
ad-body: ನಿಮ್ಮ ಕನಸಿನ ಮನೆಯನ್ನು ಉತ್ತಮ ಗುಣಮಟ್ಟದಲ್ಲಿ ಕಟ್ಟಿಕೊಡಲಾಗುವುದು. ಚದರಕ್ಕೆ ರೂ. 1,80,000/– ಪ್ರತಿ ಚದರ bbox=[1777, 500, 2114, 525]
ad-body: ಮಾಂತ್ರಿಕ ಶಕ್ತಿ ಶ್ರೀ ಭಗವತಿ ಜ್ಯೋತಿಷ್ಯರು ಪಂಡಿತ್ ಪ್ರಸಾದ್ ಜೋಷಿಯವರು ನಿಮ್ಮ ಸಮಸ್ಯೆಗಳಿಗೆ ಶೀಘ್ರ ಪರಿಹಾರ bbox=[1212, 1323, 1469, 1347]
ad-heading: ಕಳೆದಿದೆ bbox=[1487, 1026, 1765, 1045]
classified-ad bbox=[58, 887, 339, 1020]
ad-body: ಕಾರ್ಖಾನೆಯಲ್ಲಿ General Shiftನಲ್ಲಿ ಕೆಲಸ ಮಾಡಲು ಕೆಲಸಗಾರರು ಬೇಕಾಗಿದ್ದಾರೆ. ಈ ಕೆಳಕಂಡ ಮೊಬೈಲ್ ಫೋನ್‌ಗೆ ಸಂಪರ್ಕಿಸಿ: bbox=[644, 637, 872, 662]
classified-ad bbox=[1485, 750, 1767, 883]
classified-ad bbox=[1201, 477, 1482, 609]
ad-heading: 40x60 SBM, Bogadi bbox=[1202, 1026, 1480, 1047]
ad-rate: ರೂ. 600 + 30 ಮಾತ್ರ bbox=[465, 168, 631, 190]
ad-body: FACTORY DEPOT RATES ISO 9001:2015 Certified Depot bbox=[1789, 774, 2102, 808]
classified-ad bbox=[1201, 1571, 1482, 1704]
ad-heading: ಆದಿ ಕರ್ನಾಟಕ (SC) bbox=[345, 615, 615, 634]
ad-phone: 9900585954 bbox=[345, 1542, 615, 1565]
classified-ad bbox=[1201, 203, 1482, 336]
ad-phone: 8660105902 bbox=[623, 311, 893, 334]
ad-body: ಪ್ಲೈವುಡ್ ಅಂಗಡಿಯಲ್ಲಿ ಮಹಿಳೆಯರು ಕೆಲಸಕ್ಕೆ ಬೇಕಾಗಿದ್ದಾರೆ Salary : 8 K to 10 K Time-10am to 7pm Address: Akbar Road, Near Ashoka road, Mysore bbox=[1210, 1595, 1473, 1632]
ad-body: 1) 20x30, 30x40 & 30x50 Near Defence Apartment Bank loan 80% Ready for Registration 2) 20x30 30x40 Bogadi Road 3) 2, 3BHK Flats in Ramakrishna Nagar 4) 100x100 Farm House Plots KRS Back Water attch 19 lakhs starts 5) 20x30 ,30x40 House Srirampura 6) 18x40 40ft Road Kuvempu Nagar. Prakruthi Properties bbox=[65, 1438, 332, 1502]
ad-phone: Mob: 9740088990 bbox=[1202, 311, 1480, 334]
ad-body: 40x60 Site for Sale New Khanta Arus Road, Bapuji Layout (Near Dattagalli). Call bbox=[631, 912, 885, 937]
ad-heading: ತಕ್ಷಣ ಬೇಕಾಗಿದ್ದಾರೆ bbox=[345, 478, 615, 498]
classified-ad bbox=[343, 477, 617, 609]
ad-body: ಫ್ಯಾಕ್ಟರಿಯಲ್ಲಿ ಹೆಲ್ಪರ್ ಕೆಲಸಕ್ಕೆ ಹುಡುಗರು ಬೇಕಾಗಿದ್ದಾರೆ. ವಯಸ್ಸು–18 ರಿಂದ 45 ಸಂಬಳ: 16000+ ESI+PF =19000/- 8 hrs Duty ವಾರದ Weekoff ರಜೆ bbox=[904, 1184, 1191, 1222]
ad-phone: 9916939424 bbox=[59, 995, 337, 1018]
ad-heading: ಬೇಕಾಗಿದ್ದಾರೆ bbox=[901, 1162, 1195, 1182]
classified-ad bbox=[899, 887, 1196, 1020]
issue-date: ಶನಿವಾರ 2 ಮಾರ್ಚ್ 2024 bbox=[667, 67, 827, 87]
ad-body: ಮೈಸೂರಿನ ವಿಜಯನಗರದಲ್ಲಿರುವ Pre School ಗೆ ಇಂಗ್ಲಿಷ್ ಮಾತನಾಡಬಲ್ಲ ಹಾಗೂ NST ಅಥವಾ Montessori ತರಬೇತಿ ಹೊಂದಿರುವ ಶಿಕ್ಷಕಿಯರು ಬೇಕಾಗಿದ್ದಾರೆ. bbox=[1779, 1458, 2112, 1483]
ad-phone: 9019916266 bbox=[901, 1542, 1195, 1565]
ad-heading: REQUIRED bbox=[901, 342, 1195, 362]
ad-phone: 8660105902 bbox=[1773, 447, 2118, 471]
ad-heading: ಟ್ಯಾಂಕ್ ಮತ್ತು ಸೋಲಾರ್ ಸರ್ವೀಸ್ bbox=[901, 752, 1195, 771]
ad-body: ವಧುವರರನ್ನು ಹುಡುಕಲು ಸಹಾಯ ಬೇಕೆ? ನಮಗೆ ಕರೆ ಮಾಡಿ bbox=[355, 1184, 605, 1219]
ad-heading: SITE FOR SALE bbox=[623, 889, 893, 910]
classified-ad bbox=[1485, 1571, 1767, 1704]
ad-phone: 9916905188 bbox=[59, 721, 337, 745]
ad-heading: ಶ್ರೀ ಗೌರಿಶಂಕರ ಟ್ರಾವೆಲ್ಸ್ bbox=[1487, 342, 1765, 361]
ad-body: Ground Floor, 1st Floor, 2nd Floor, Super Market, Bank, Automobile Study Centre, Government Office, Sharda Devi Nagar bbox=[355, 1460, 605, 1497]
ad-heading: ಮನೆ ಬಾಡಿಗೆಗೆ ಇದೆ bbox=[1202, 1162, 1480, 1182]
classified-ad bbox=[1201, 750, 1482, 883]
ad-body: Office Space for rent first floor 410 sq.fts. suitable for office, East face, 37/A, near 18th Cross, 2nd Main Road, Jayanagar, Mysore. Landmark, near to Iskcon. bbox=[906, 1049, 1189, 1087]
ad-phone: 9945042875 bbox=[59, 1268, 337, 1292]
ad-body: Old Santhepet Near D.Devaraj Urs Road, Mysore Commercial Corner 3 Door Shop bbox=[1503, 1186, 1750, 1211]
classified-ad bbox=[899, 1161, 1196, 1293]
ad-heading: SITE FOR SALE bbox=[345, 889, 615, 910]
contact-line-2: ಸಂಪರ್ಕಿಸಿ bbox=[707, 127, 761, 148]
classified-ad bbox=[899, 477, 1196, 609]
ad-phone: 8123630683 bbox=[1487, 1542, 1765, 1565]
classified-ad bbox=[343, 614, 617, 746]
classified-ad bbox=[899, 750, 1196, 883]
ad-heading: ಬೇಕಾಗಿದ್ದಾರೆ bbox=[1487, 1436, 1765, 1455]
ad-heading: 2.5 BHK HOME INTERIORS @ bbox=[623, 342, 893, 361]
ad-heading: SITE FOR SALE bbox=[59, 889, 337, 910]
ad-phone: 8884439666 bbox=[1202, 721, 1480, 745]
ad-heading: ಬೇಕಾಗಿದ್ದಾರೆ bbox=[1773, 205, 2118, 224]
ad-heading: ಮಾರುವವರು/ಕೊಳ್ಳುವವರು bbox=[59, 1162, 337, 1182]
